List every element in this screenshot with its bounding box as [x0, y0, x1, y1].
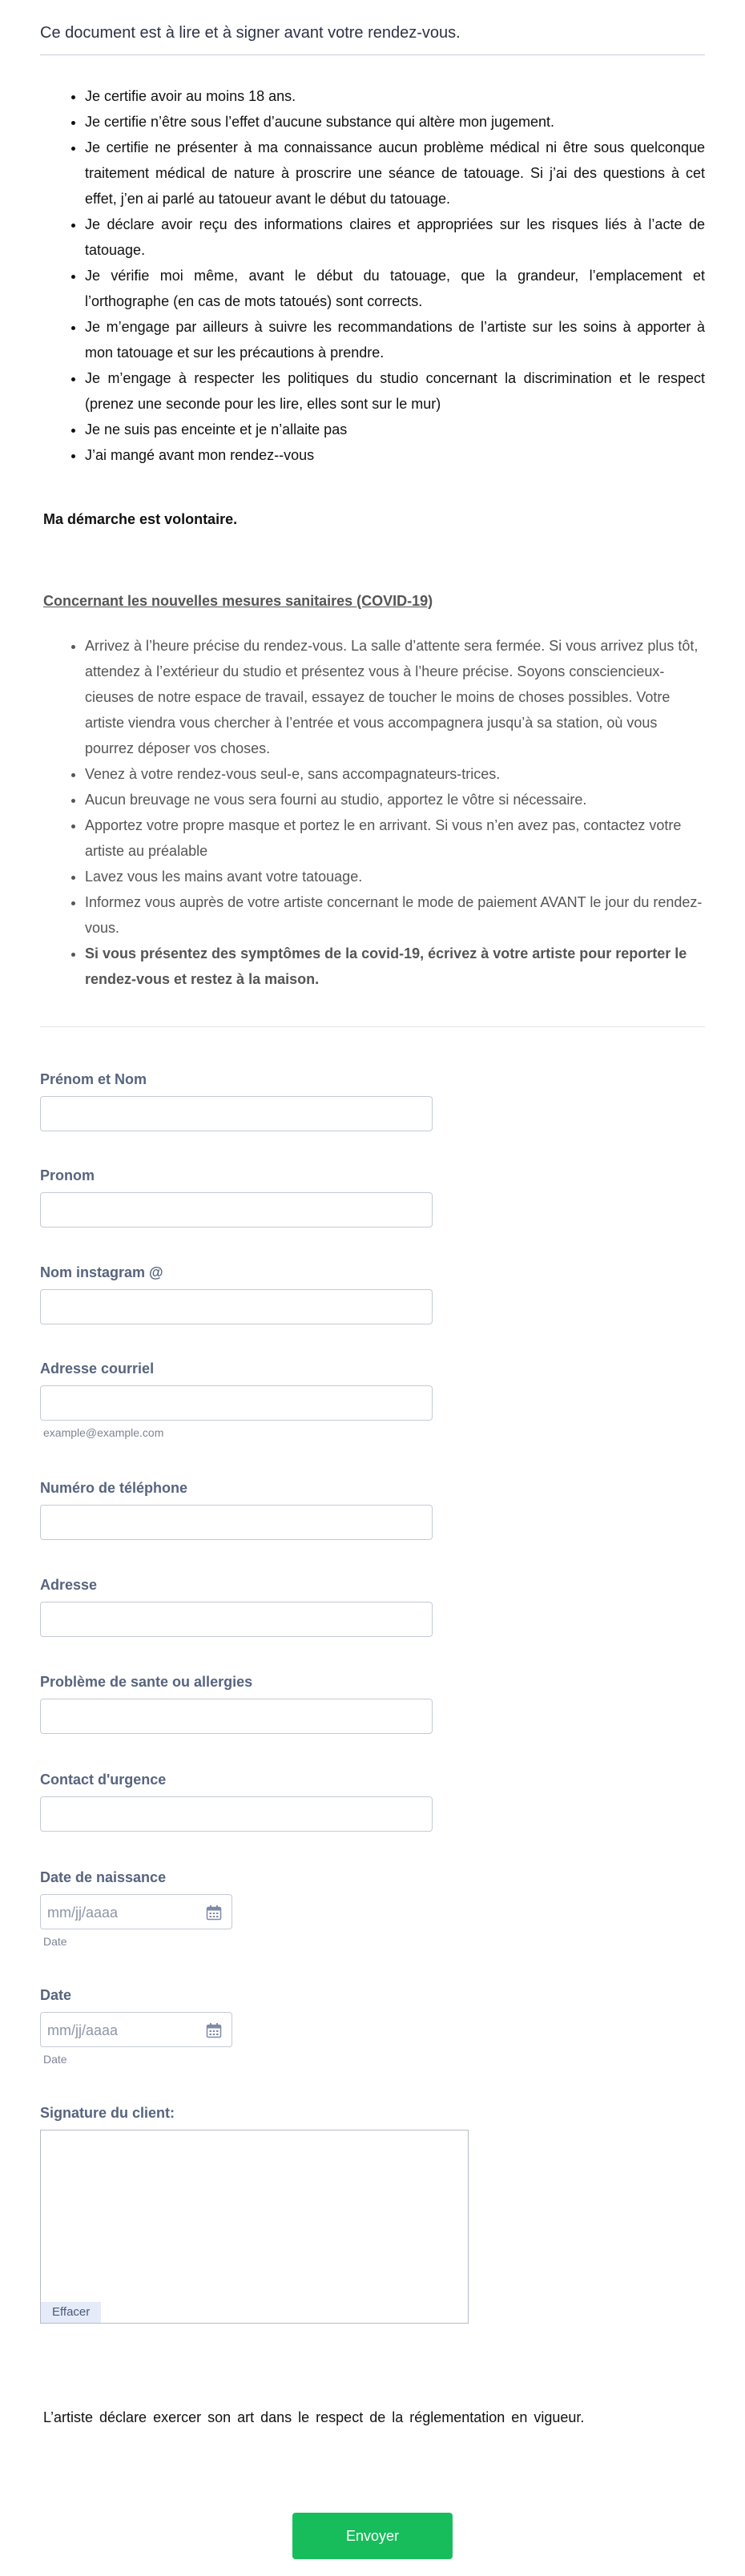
email-field	[40, 1360, 433, 1440]
instagram-field	[40, 1264, 433, 1324]
artist-declaration: L’artiste déclare exercer son art dans le respect de la réglementation en vigueur.	[43, 2409, 585, 2425]
date-field	[40, 1986, 232, 2066]
address-input[interactable]	[40, 1602, 433, 1637]
pronoun-input[interactable]	[40, 1192, 433, 1228]
list-item: • Informez vous auprès de votre artiste concernant le mode de paiement AVANT le jour du rendez-vous.	[85, 889, 705, 941]
list-item: • Je m’engage à respecter les politiques du studio concernant la discrimination et le respect (prenez une seconde pour les lire, elles sont sur le mur)	[85, 365, 705, 417]
list-item: • Venez à votre rendez-vous seul-e, sans accompagnateurs-trices.	[85, 761, 705, 787]
date-input[interactable]	[40, 2012, 232, 2047]
address-field	[40, 1576, 433, 1637]
signature-label: Signature du client:	[40, 2105, 175, 2121]
address-label: Adresse	[40, 1577, 98, 1593]
calendar-icon[interactable]	[206, 1905, 222, 1921]
emergency-contact-input[interactable]	[40, 1796, 433, 1832]
phone-input[interactable]	[40, 1505, 433, 1540]
full-name-label: Prénom et Nom	[40, 1071, 147, 1087]
health-label: Problème de sante ou allergies	[40, 1674, 253, 1690]
list-item: • Arrivez à l’heure précise du rendez-vous. La salle d’attente sera fermée. Si vous arrivez plus tôt, attendez à l’extérieur du studio et présentez vous à l’heure précise. Soyons consciencieux-cieuses de notre espace de travail, essayez de toucher le moins de choses possibles. Votre artiste viendra vous chercher à l’entrée et vous accompagnera jusqu’à sa station, où vous pourrez déposer vos choses.	[85, 633, 705, 761]
covid-section-title: Concernant les nouvelles mesures sanitaires (COVID-19)	[43, 593, 433, 609]
birthdate-placeholder: mm/jj/aaaa	[47, 1905, 119, 1921]
submit-button[interactable]: Envoyer	[292, 2513, 453, 2559]
list-item: • Je certifie avoir au moins 18 ans.	[85, 83, 705, 109]
list-item: • J’ai mangé avant mon rendez--vous	[85, 442, 705, 468]
birthdate-label: Date de naissance	[40, 1869, 167, 1885]
calendar-icon[interactable]	[206, 2022, 222, 2038]
intro-title: Ce document est à lire et à signer avant votre rendez-vous.	[40, 24, 461, 42]
list-item: • Si vous présentez des symptômes de la covid-19, écrivez à votre artiste pour reporter le rendez-vous et restez à la maison.	[85, 941, 705, 992]
covid-measures-list	[40, 633, 705, 992]
instagram-label: Nom instagram @	[40, 1264, 163, 1280]
list-item: • Aucun breuvage ne vous sera fourni au studio, apportez le vôtre si nécessaire.	[85, 787, 705, 812]
emergency-contact-field	[40, 1771, 433, 1832]
birthdate-input[interactable]	[40, 1894, 232, 1929]
pronoun-label: Pronom	[40, 1167, 95, 1183]
signature-field	[40, 2104, 469, 2324]
email-label: Adresse courriel	[40, 1361, 155, 1377]
list-item: • Je certifie n’être sous l’effet d’aucune substance qui altère mon jugement.	[85, 109, 705, 135]
phone-field	[40, 1479, 433, 1540]
list-item: • Je déclare avoir reçu des informations claires et appropriées sur les risques liés à l’acte de tatouage.	[85, 212, 705, 263]
clear-signature-button[interactable]: Effacer	[41, 2302, 101, 2323]
instagram-input[interactable]	[40, 1289, 433, 1324]
health-field	[40, 1673, 433, 1734]
full-name-input[interactable]	[40, 1096, 433, 1131]
pronoun-field	[40, 1167, 433, 1228]
date-label: Date	[40, 1987, 72, 2003]
list-item: • Lavez vous les mains avant votre tatouage.	[85, 864, 705, 889]
date-placeholder: mm/jj/aaaa	[47, 2022, 119, 2038]
certification-list	[40, 83, 705, 468]
email-input[interactable]	[40, 1385, 433, 1421]
list-item: • Je certifie ne présenter à ma connaissance aucun problème médical ni être sous quelconque traitement médical de nature à proscrire une séance de tatouage. Si j’ai des questions à cet effet, j’en ai parlé au tatoueur avant le début du tatouage.	[85, 135, 705, 212]
full-name-field	[40, 1070, 433, 1131]
voluntary-statement: Ma démarche est volontaire.	[43, 511, 238, 527]
signature-pad[interactable]	[40, 2130, 469, 2324]
date-sublabel: Date	[43, 2053, 67, 2066]
emergency-contact-label: Contact d'urgence	[40, 1772, 167, 1788]
health-input[interactable]	[40, 1699, 433, 1734]
intro-divider	[40, 54, 705, 55]
section-divider	[40, 1026, 705, 1027]
list-item: • Je ne suis pas enceinte et je n’allaite pas	[85, 417, 705, 442]
birthdate-field	[40, 1869, 232, 1949]
list-item: • Je m’engage par ailleurs à suivre les recommandations de l’artiste sur les soins à apporter à mon tatouage et sur les précautions à prendre.	[85, 314, 705, 365]
list-item: • Apportez votre propre masque et portez le en arrivant. Si vous n’en avez pas, contactez votre artiste au préalable	[85, 812, 705, 864]
phone-label: Numéro de téléphone	[40, 1480, 188, 1496]
list-item: • Je vérifie moi même, avant le début du tatouage, que la grandeur, l’emplacement et l’orthographe (en cas de mots tatoués) sont corrects.	[85, 263, 705, 314]
birthdate-sublabel: Date	[43, 1935, 67, 1948]
email-sublabel: example@example.com	[43, 1426, 164, 1439]
